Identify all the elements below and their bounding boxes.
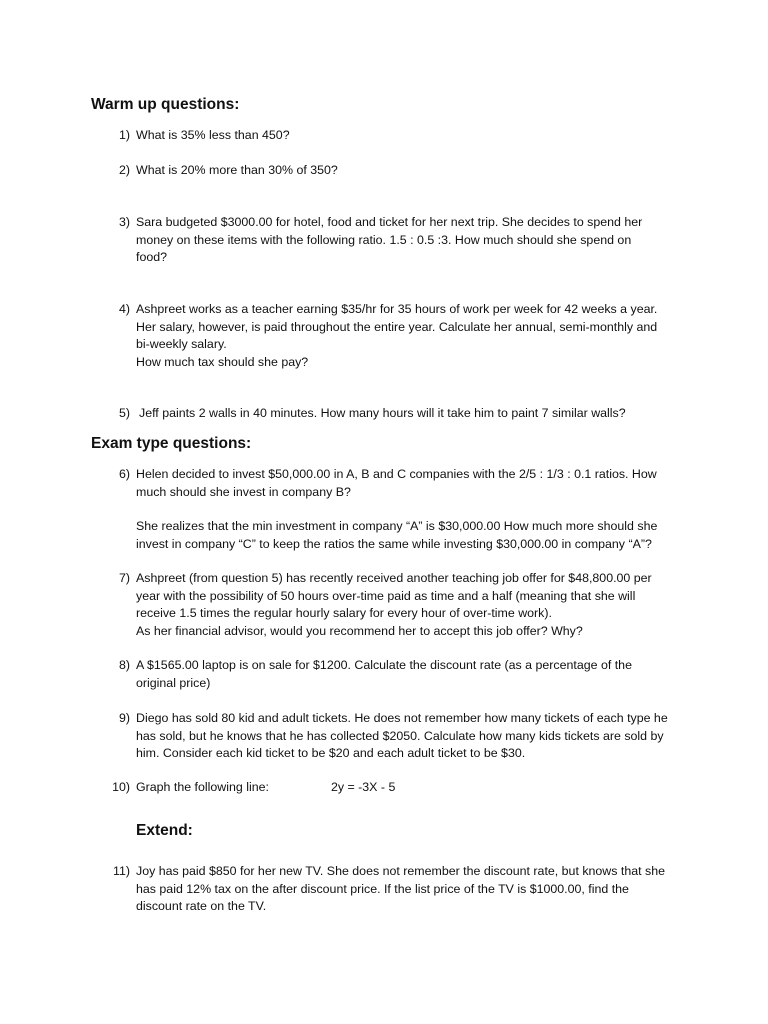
question-line: What is 35% less than 450? — [136, 128, 290, 142]
question-line: A $1565.00 laptop is on sale for $1200. Calculate the discount rate (as a percentage of the — [136, 658, 632, 672]
question-number: 11) — [113, 864, 130, 878]
question-line: has sold, but he knows that he has collected $2050. Calculate how many kids tickets are sold by — [136, 728, 664, 743]
question-prompt: Graph the following line: — [136, 780, 269, 794]
question-line: money on these items with the following ratio. 1.5 : 0.5 :3. How much should she spend on — [136, 232, 632, 247]
question-line: Joy has paid $850 for her new TV. She does not remember the discount rate, but knows that she — [136, 864, 665, 878]
question-line: discount rate on the TV. — [136, 899, 267, 913]
question-line: How much tax should she pay? — [136, 354, 309, 369]
question-line: year with the possibility of 50 hours over-time paid as time and a half (meaning that she will — [136, 588, 636, 603]
question-text — [139, 405, 699, 423]
question-text — [136, 127, 696, 145]
question-number: 2) — [118, 163, 130, 177]
question-text — [136, 710, 696, 763]
question-number: 1) — [118, 128, 130, 142]
question-line: him. Consider each kid ticket to be $20 and each adult ticket to be $30. — [136, 746, 526, 760]
question-line: Ashpreet (from question 5) has recently received another teaching job offer for $48,800.00 per — [136, 571, 652, 585]
question-line: bi-weekly salary. — [136, 337, 227, 351]
line-equation: 2y = -3X - 5 — [330, 780, 396, 794]
question-line: Sara budgeted $3000.00 for hotel, food and ticket for her next trip. She decides to spend her — [136, 215, 643, 229]
question-line: food? — [136, 250, 168, 264]
question-line: Diego has sold 80 kid and adult tickets. He does not remember how many tickets of each type he — [136, 711, 668, 725]
question-line: Helen decided to invest $50,000.00 in A, B and C companies with the 2/5 : 1/3 : 0.1 ratios. How — [136, 467, 657, 481]
question-number: 4) — [118, 302, 130, 316]
question-text — [136, 466, 696, 553]
question-line: receive 1.5 times the regular hourly salary for every hour of over-time work). — [136, 606, 552, 620]
question-number: 3) — [118, 215, 130, 229]
question-number: 5) — [118, 406, 130, 420]
question-line: original price) — [136, 675, 211, 690]
question-number: 6) — [118, 467, 130, 481]
question-line: What is 20% more than 30% of 350? — [136, 163, 338, 177]
question-number: 9) — [118, 711, 130, 725]
question-text — [136, 214, 696, 267]
question-line: has paid 12% tax on the after discount price. If the list price of the TV is $1000.00, find the — [136, 881, 629, 896]
question-line — [136, 779, 696, 797]
question-text — [136, 779, 696, 797]
question-line: Ashpreet works as a teacher earning $35/hr for 35 hours of work per week for 42 weeks a year. — [136, 302, 658, 316]
question-text — [136, 570, 696, 640]
question-line: Jeff paints 2 walls in 40 minutes. How many hours will it take him to paint 7 similar walls? — [139, 406, 626, 420]
question-line: As her financial advisor, would you recommend her to accept this job offer? Why? — [136, 623, 583, 638]
question-text — [136, 863, 696, 916]
question-text — [136, 301, 696, 371]
question-line: invest in company “C” to keep the ratios the same while investing $30,000.00 in company “A”? — [136, 536, 652, 551]
question-number: 8) — [118, 658, 130, 672]
warmup-heading: Warm up questions: — [91, 96, 240, 113]
question-line: much should she invest in company B? — [136, 484, 351, 499]
question-line: Her salary, however, is paid throughout the entire year. Calculate her annual, semi-monthly and — [136, 319, 658, 334]
question-line: She realizes that the min investment in company “A” is $30,000.00 How much more should she — [136, 519, 658, 533]
question-text — [136, 657, 696, 692]
exam-heading: Exam type questions: — [91, 435, 252, 452]
question-number: 10) — [112, 780, 130, 794]
extend-heading: Extend: — [136, 822, 193, 839]
question-number: 7) — [118, 571, 130, 585]
question-text — [136, 162, 696, 180]
